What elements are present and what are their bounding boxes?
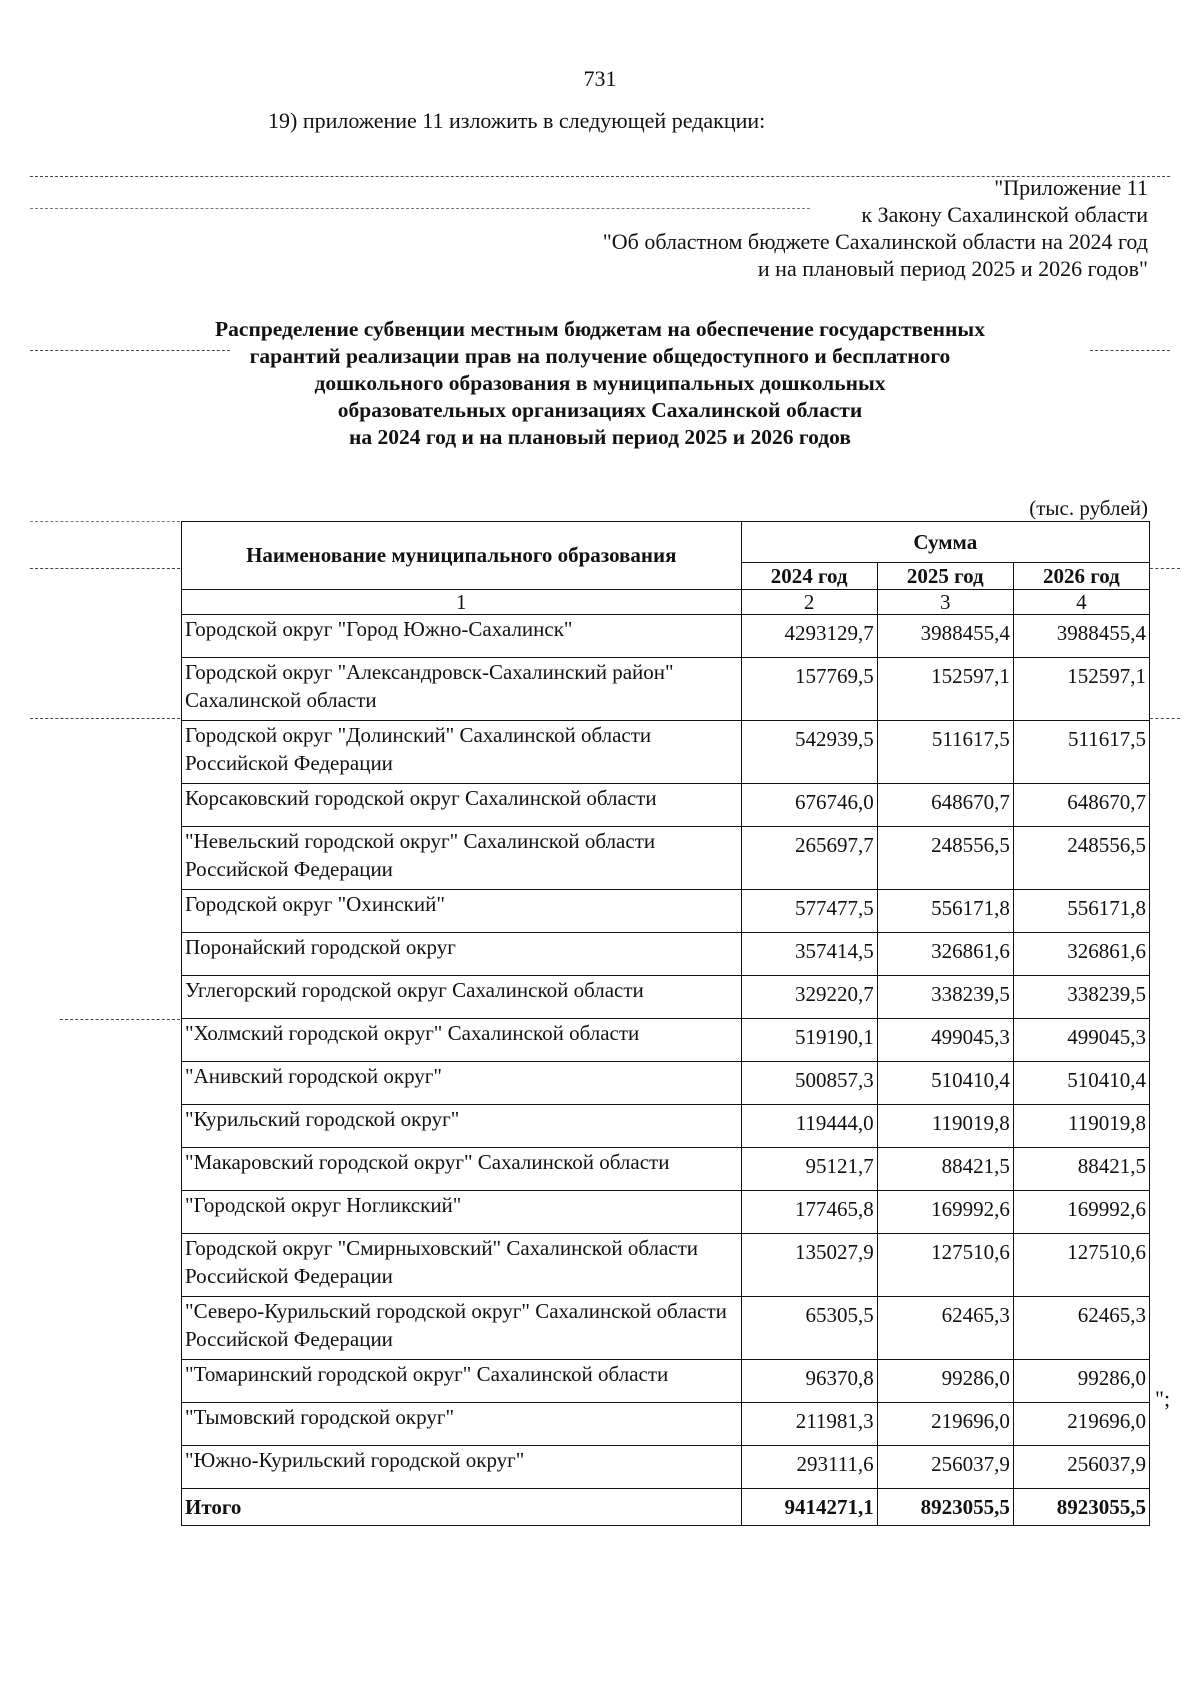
amount-2025: 256037,9 <box>877 1446 1013 1489</box>
amount-2025: 326861,6 <box>877 933 1013 976</box>
table-row <box>182 721 1150 784</box>
column-number: 3 <box>877 590 1013 615</box>
municipality-name: Городской округ "Александровск-Сахалинский район" Сахалинской области <box>182 658 742 721</box>
amount-2026: 99286,0 <box>1013 1360 1149 1403</box>
total-2025: 8923055,5 <box>877 1489 1013 1526</box>
municipality-name: Углегорский городской округ Сахалинской области <box>182 976 742 1019</box>
amount-2024: 95121,7 <box>741 1148 877 1191</box>
total-2024: 9414271,1 <box>741 1489 877 1526</box>
title-line: гарантий реализации прав на получение общедоступного и бесплатного <box>249 344 951 368</box>
amount-2025: 62465,3 <box>877 1297 1013 1360</box>
amount-2025: 510410,4 <box>877 1062 1013 1105</box>
table-header-row <box>182 522 1150 563</box>
page-number: 731 <box>583 66 617 91</box>
subvention-table <box>181 521 1150 1526</box>
amount-2025: 556171,8 <box>877 890 1013 933</box>
scan-artifact-line <box>1150 718 1180 719</box>
table-row <box>182 827 1150 890</box>
amount-2024: 4293129,7 <box>741 615 877 658</box>
amount-2026: 499045,3 <box>1013 1019 1149 1062</box>
scan-artifact-line <box>30 521 180 522</box>
scan-artifact-line <box>30 718 180 719</box>
municipality-name: "Анивский городской округ" <box>182 1062 742 1105</box>
instruction-text: 19) приложение 11 изложить в следующей редакции: <box>268 108 766 133</box>
amount-2025: 169992,6 <box>877 1191 1013 1234</box>
header-year: 2024 год <box>741 563 877 590</box>
amount-2024: 211981,3 <box>741 1403 877 1446</box>
amount-2025: 648670,7 <box>877 784 1013 827</box>
amount-2026: 510410,4 <box>1013 1062 1149 1105</box>
document-title <box>150 316 1050 451</box>
amount-2025: 152597,1 <box>877 658 1013 721</box>
attachment-line: и на плановый период 2025 и 2026 годов" <box>757 256 1148 281</box>
table-row <box>182 1360 1150 1403</box>
amount-2026: 648670,7 <box>1013 784 1149 827</box>
municipality-name: "Северо-Курильский городской округ" Сахалинской области Российской Федерации <box>182 1297 742 1360</box>
municipality-name: "Томаринский городской округ" Сахалинской области <box>182 1360 742 1403</box>
scan-artifact-line <box>30 568 180 569</box>
municipality-name: "Курильский городской округ" <box>182 1105 742 1148</box>
amount-2024: 676746,0 <box>741 784 877 827</box>
total-2026: 8923055,5 <box>1013 1489 1149 1526</box>
municipality-name: Корсаковский городской округ Сахалинской области <box>182 784 742 827</box>
table-total-row <box>182 1489 1150 1526</box>
table-row <box>182 1105 1150 1148</box>
amount-2026: 119019,8 <box>1013 1105 1149 1148</box>
table-row <box>182 1446 1150 1489</box>
attachment-line: "Приложение 11 <box>994 175 1148 200</box>
table-column-numbers-row <box>182 590 1150 615</box>
amount-2025: 511617,5 <box>877 721 1013 784</box>
amount-2025: 219696,0 <box>877 1403 1013 1446</box>
amount-2026: 256037,9 <box>1013 1446 1149 1489</box>
table-row <box>182 1148 1150 1191</box>
table-row <box>182 1019 1150 1062</box>
amount-2024: 500857,3 <box>741 1062 877 1105</box>
amount-2024: 519190,1 <box>741 1019 877 1062</box>
table-row <box>182 976 1150 1019</box>
amount-2024: 577477,5 <box>741 890 877 933</box>
column-number: 1 <box>182 590 742 615</box>
units-label: (тыс. рублей) <box>1029 496 1148 520</box>
amount-2026: 152597,1 <box>1013 658 1149 721</box>
table-row <box>182 615 1150 658</box>
amount-2024: 157769,5 <box>741 658 877 721</box>
amount-2024: 293111,6 <box>741 1446 877 1489</box>
table-row <box>182 890 1150 933</box>
title-line: дошкольного образования в муниципальных дошкольных <box>314 371 886 395</box>
amount-2024: 329220,7 <box>741 976 877 1019</box>
municipality-name: "Невельский городской округ" Сахалинской области Российской Федерации <box>182 827 742 890</box>
amount-2026: 219696,0 <box>1013 1403 1149 1446</box>
amount-2025: 338239,5 <box>877 976 1013 1019</box>
column-number: 4 <box>1013 590 1149 615</box>
amount-2025: 88421,5 <box>877 1148 1013 1191</box>
table-row <box>182 933 1150 976</box>
attachment-line: к Закону Сахалинской области <box>861 202 1148 227</box>
amount-2026: 511617,5 <box>1013 721 1149 784</box>
municipality-name: Городской округ "Долинский" Сахалинской области Российской Федерации <box>182 721 742 784</box>
header-year: 2025 год <box>877 563 1013 590</box>
amount-2026: 127510,6 <box>1013 1234 1149 1297</box>
amount-2026: 3988455,4 <box>1013 615 1149 658</box>
closing-quote: "; <box>1155 1386 1171 1411</box>
municipality-name: "Тымовский городской округ" <box>182 1403 742 1446</box>
municipality-name: "Городской округ Ногликский" <box>182 1191 742 1234</box>
attachment-header <box>448 174 1148 282</box>
amount-2024: 96370,8 <box>741 1360 877 1403</box>
amount-2025: 127510,6 <box>877 1234 1013 1297</box>
total-label: Итого <box>182 1489 742 1526</box>
table-row <box>182 784 1150 827</box>
municipality-name: "Холмский городской округ" Сахалинской области <box>182 1019 742 1062</box>
municipality-name: Городской округ "Смирныховский" Сахалинской области Российской Федерации <box>182 1234 742 1297</box>
attachment-line: "Об областном бюджете Сахалинской области на 2024 год <box>602 229 1148 254</box>
table-row <box>182 658 1150 721</box>
amount-2024: 357414,5 <box>741 933 877 976</box>
scan-artifact-line <box>1150 568 1180 569</box>
amount-2026: 326861,6 <box>1013 933 1149 976</box>
table-row <box>182 1234 1150 1297</box>
municipality-name: "Макаровский городской округ" Сахалинской области <box>182 1148 742 1191</box>
amount-2024: 542939,5 <box>741 721 877 784</box>
municipality-name: "Южно-Курильский городской округ" <box>182 1446 742 1489</box>
amount-2026: 248556,5 <box>1013 827 1149 890</box>
amount-2026: 62465,3 <box>1013 1297 1149 1360</box>
amount-2024: 135027,9 <box>741 1234 877 1297</box>
amount-2024: 265697,7 <box>741 827 877 890</box>
column-number: 2 <box>741 590 877 615</box>
table-row <box>182 1062 1150 1105</box>
scan-artifact-line <box>1090 350 1170 351</box>
amount-2024: 119444,0 <box>741 1105 877 1148</box>
amount-2026: 169992,6 <box>1013 1191 1149 1234</box>
municipality-name: Городской округ "Город Южно-Сахалинск" <box>182 615 742 658</box>
title-line: на 2024 год и на плановый период 2025 и 2026 годов <box>349 425 851 449</box>
table-row <box>182 1403 1150 1446</box>
amount-2025: 99286,0 <box>877 1360 1013 1403</box>
table-row <box>182 1297 1150 1360</box>
amount-2025: 248556,5 <box>877 827 1013 890</box>
scan-artifact-line <box>60 1019 180 1020</box>
table-row <box>182 1191 1150 1234</box>
amount-2026: 556171,8 <box>1013 890 1149 933</box>
amount-2025: 119019,8 <box>877 1105 1013 1148</box>
municipality-name: Поронайский городской округ <box>182 933 742 976</box>
amount-2025: 3988455,4 <box>877 615 1013 658</box>
title-line: образовательных организациях Сахалинской области <box>337 398 863 422</box>
header-name: Наименование муниципального образования <box>182 522 742 590</box>
amount-2025: 499045,3 <box>877 1019 1013 1062</box>
amount-2024: 65305,5 <box>741 1297 877 1360</box>
header-sum: Сумма <box>741 522 1149 563</box>
amount-2026: 88421,5 <box>1013 1148 1149 1191</box>
municipality-name: Городской округ "Охинский" <box>182 890 742 933</box>
amount-2026: 338239,5 <box>1013 976 1149 1019</box>
title-line: Распределение субвенции местным бюджетам на обеспечение государственных <box>215 317 985 341</box>
amount-2024: 177465,8 <box>741 1191 877 1234</box>
header-year: 2026 год <box>1013 563 1149 590</box>
